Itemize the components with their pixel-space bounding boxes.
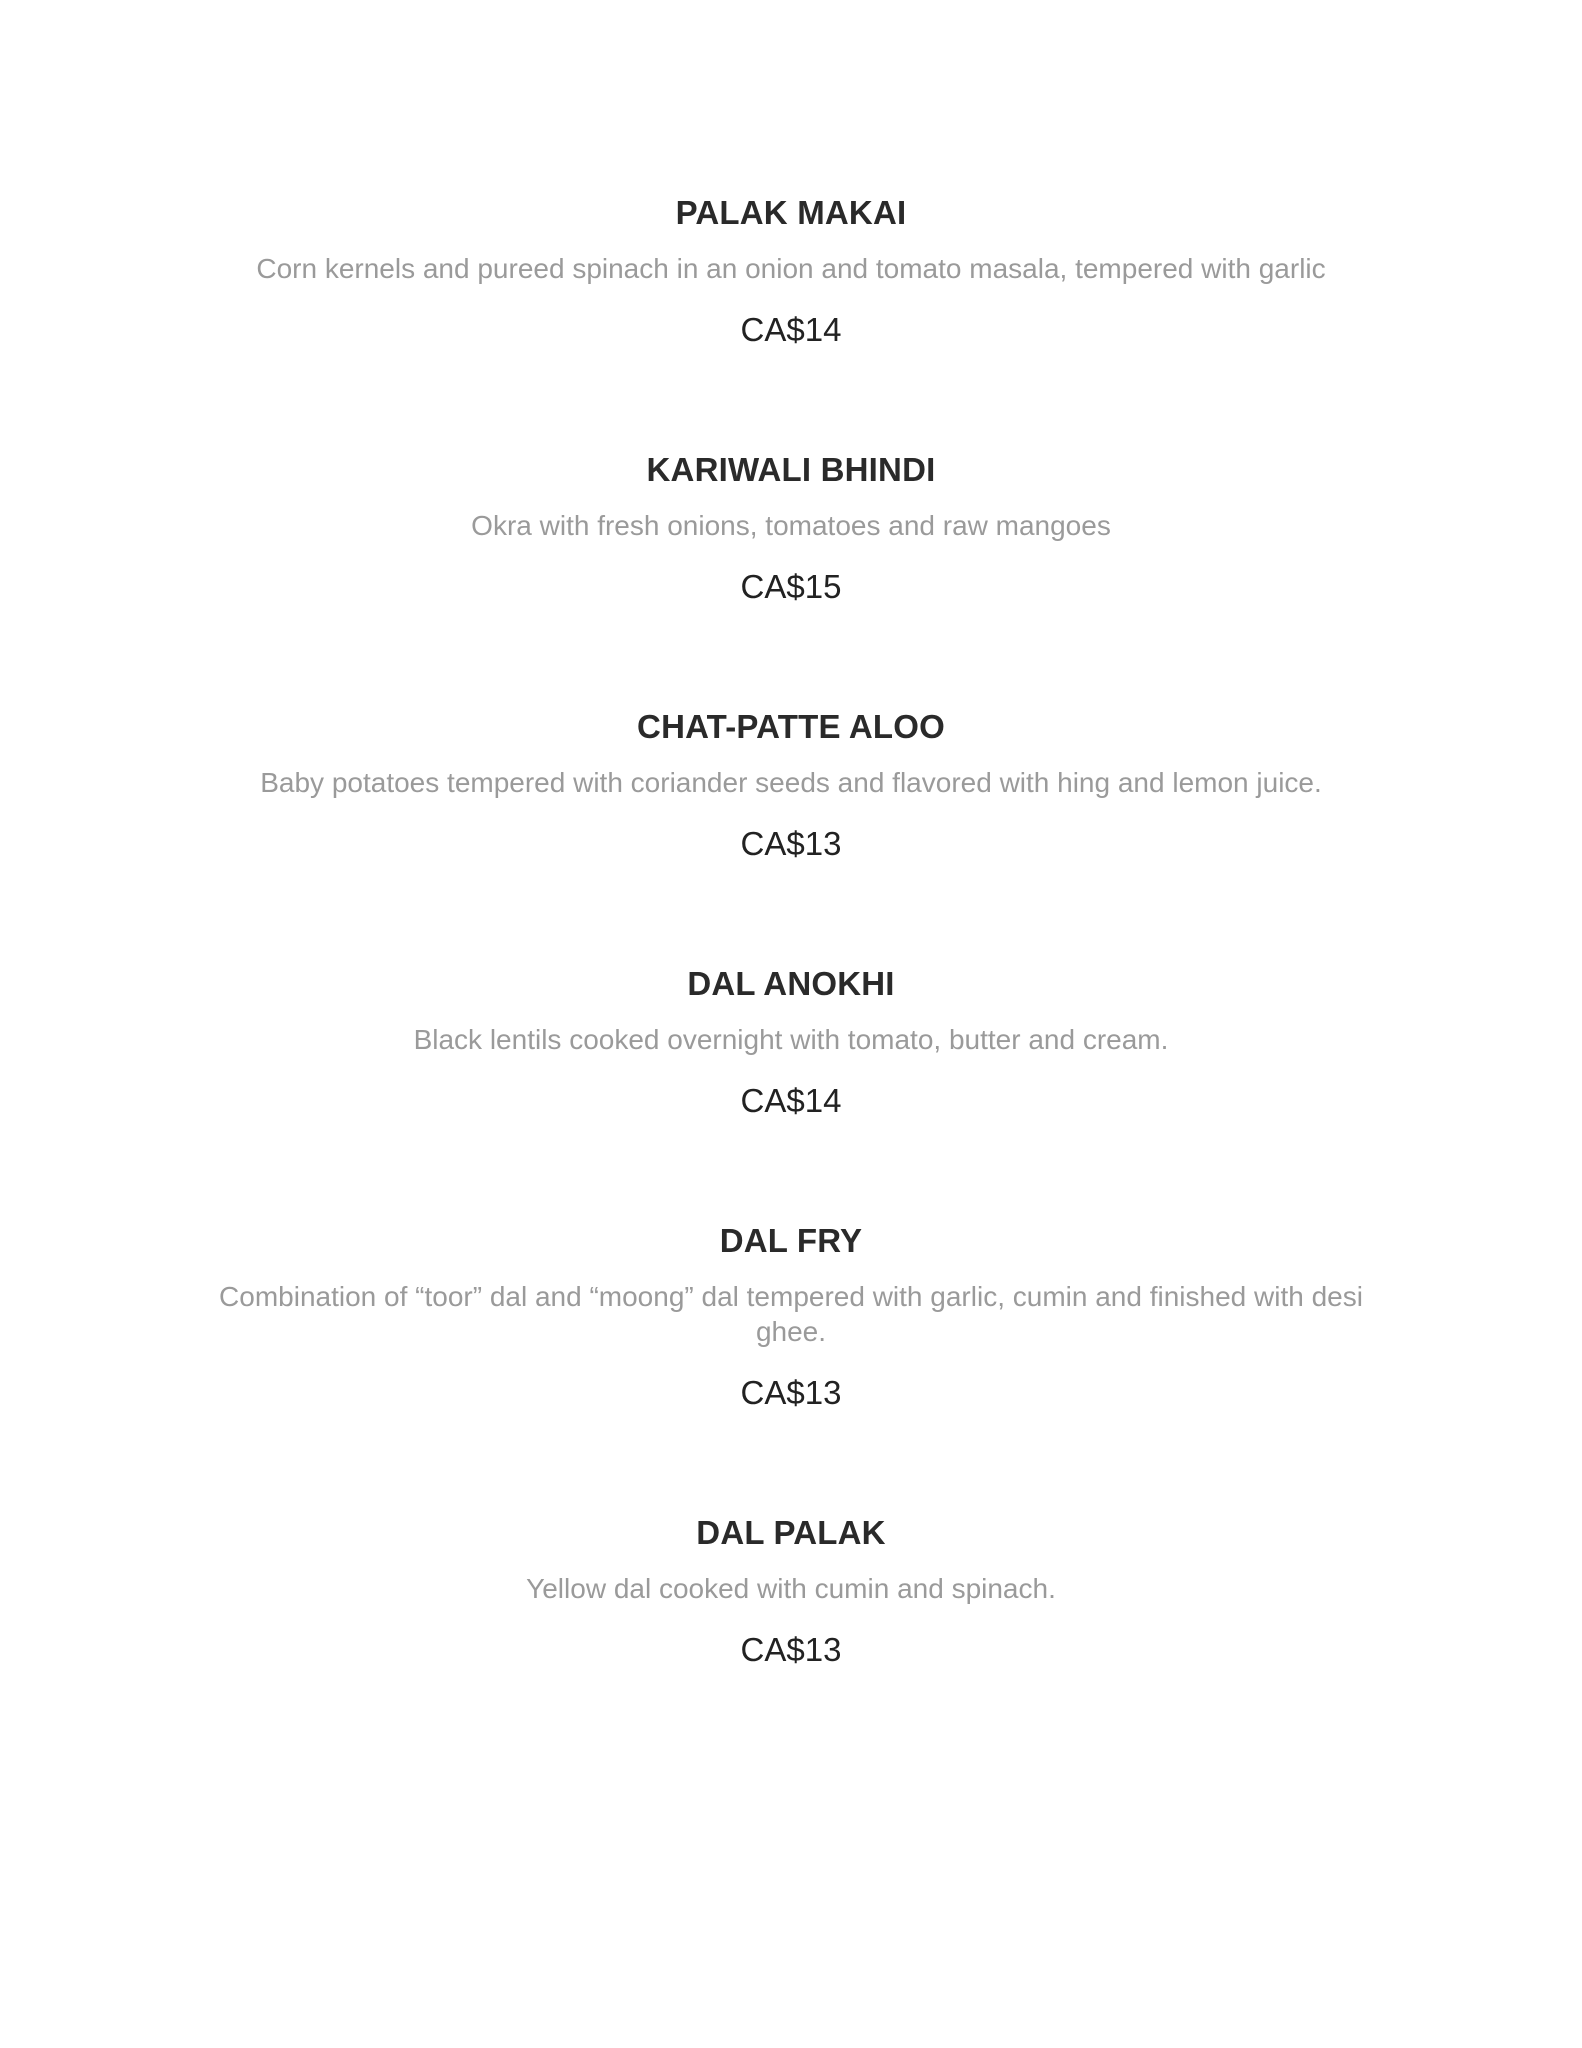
item-name: CHAT-PATTE ALOO — [637, 708, 945, 745]
item-name: DAL FRY — [719, 1222, 863, 1259]
menu-item-palak-makai — [150, 193, 1432, 350]
item-name: DAL ANOKHI — [687, 965, 895, 1002]
item-description: Corn kernels and pureed spinach in an onion and tomato masala, tempered with garlic — [256, 253, 1326, 284]
item-description: Baby potatoes tempered with coriander seeds and flavored with hing and lemon juice. — [260, 767, 1322, 798]
item-description: Combination of “toor” dal and “moong” dal tempered with garlic, cumin and finished with desi ghee. — [219, 1281, 1363, 1347]
item-description: Okra with fresh onions, tomatoes and raw mangoes — [471, 510, 1111, 541]
item-name: PALAK MAKAI — [675, 194, 907, 231]
menu-item-kariwali-bhindi — [150, 450, 1432, 607]
item-description: Black lentils cooked overnight with tomato, butter and cream. — [413, 1024, 1169, 1055]
menu-item-dal-anokhi — [150, 964, 1432, 1121]
menu-item-dal-fry — [150, 1221, 1432, 1413]
menu-item-chat-patte-aloo — [150, 707, 1432, 864]
item-price: CA$13 — [740, 1374, 842, 1411]
item-name: KARIWALI BHINDI — [646, 451, 936, 488]
item-price: CA$14 — [740, 311, 842, 348]
menu-item-dal-palak — [150, 1513, 1432, 1670]
item-description: Yellow dal cooked with cumin and spinach. — [526, 1573, 1056, 1604]
item-price: CA$14 — [740, 1082, 842, 1119]
item-price: CA$13 — [740, 1631, 842, 1668]
item-price: CA$13 — [740, 825, 842, 862]
item-name: DAL PALAK — [696, 1514, 886, 1551]
item-price: CA$15 — [740, 568, 842, 605]
